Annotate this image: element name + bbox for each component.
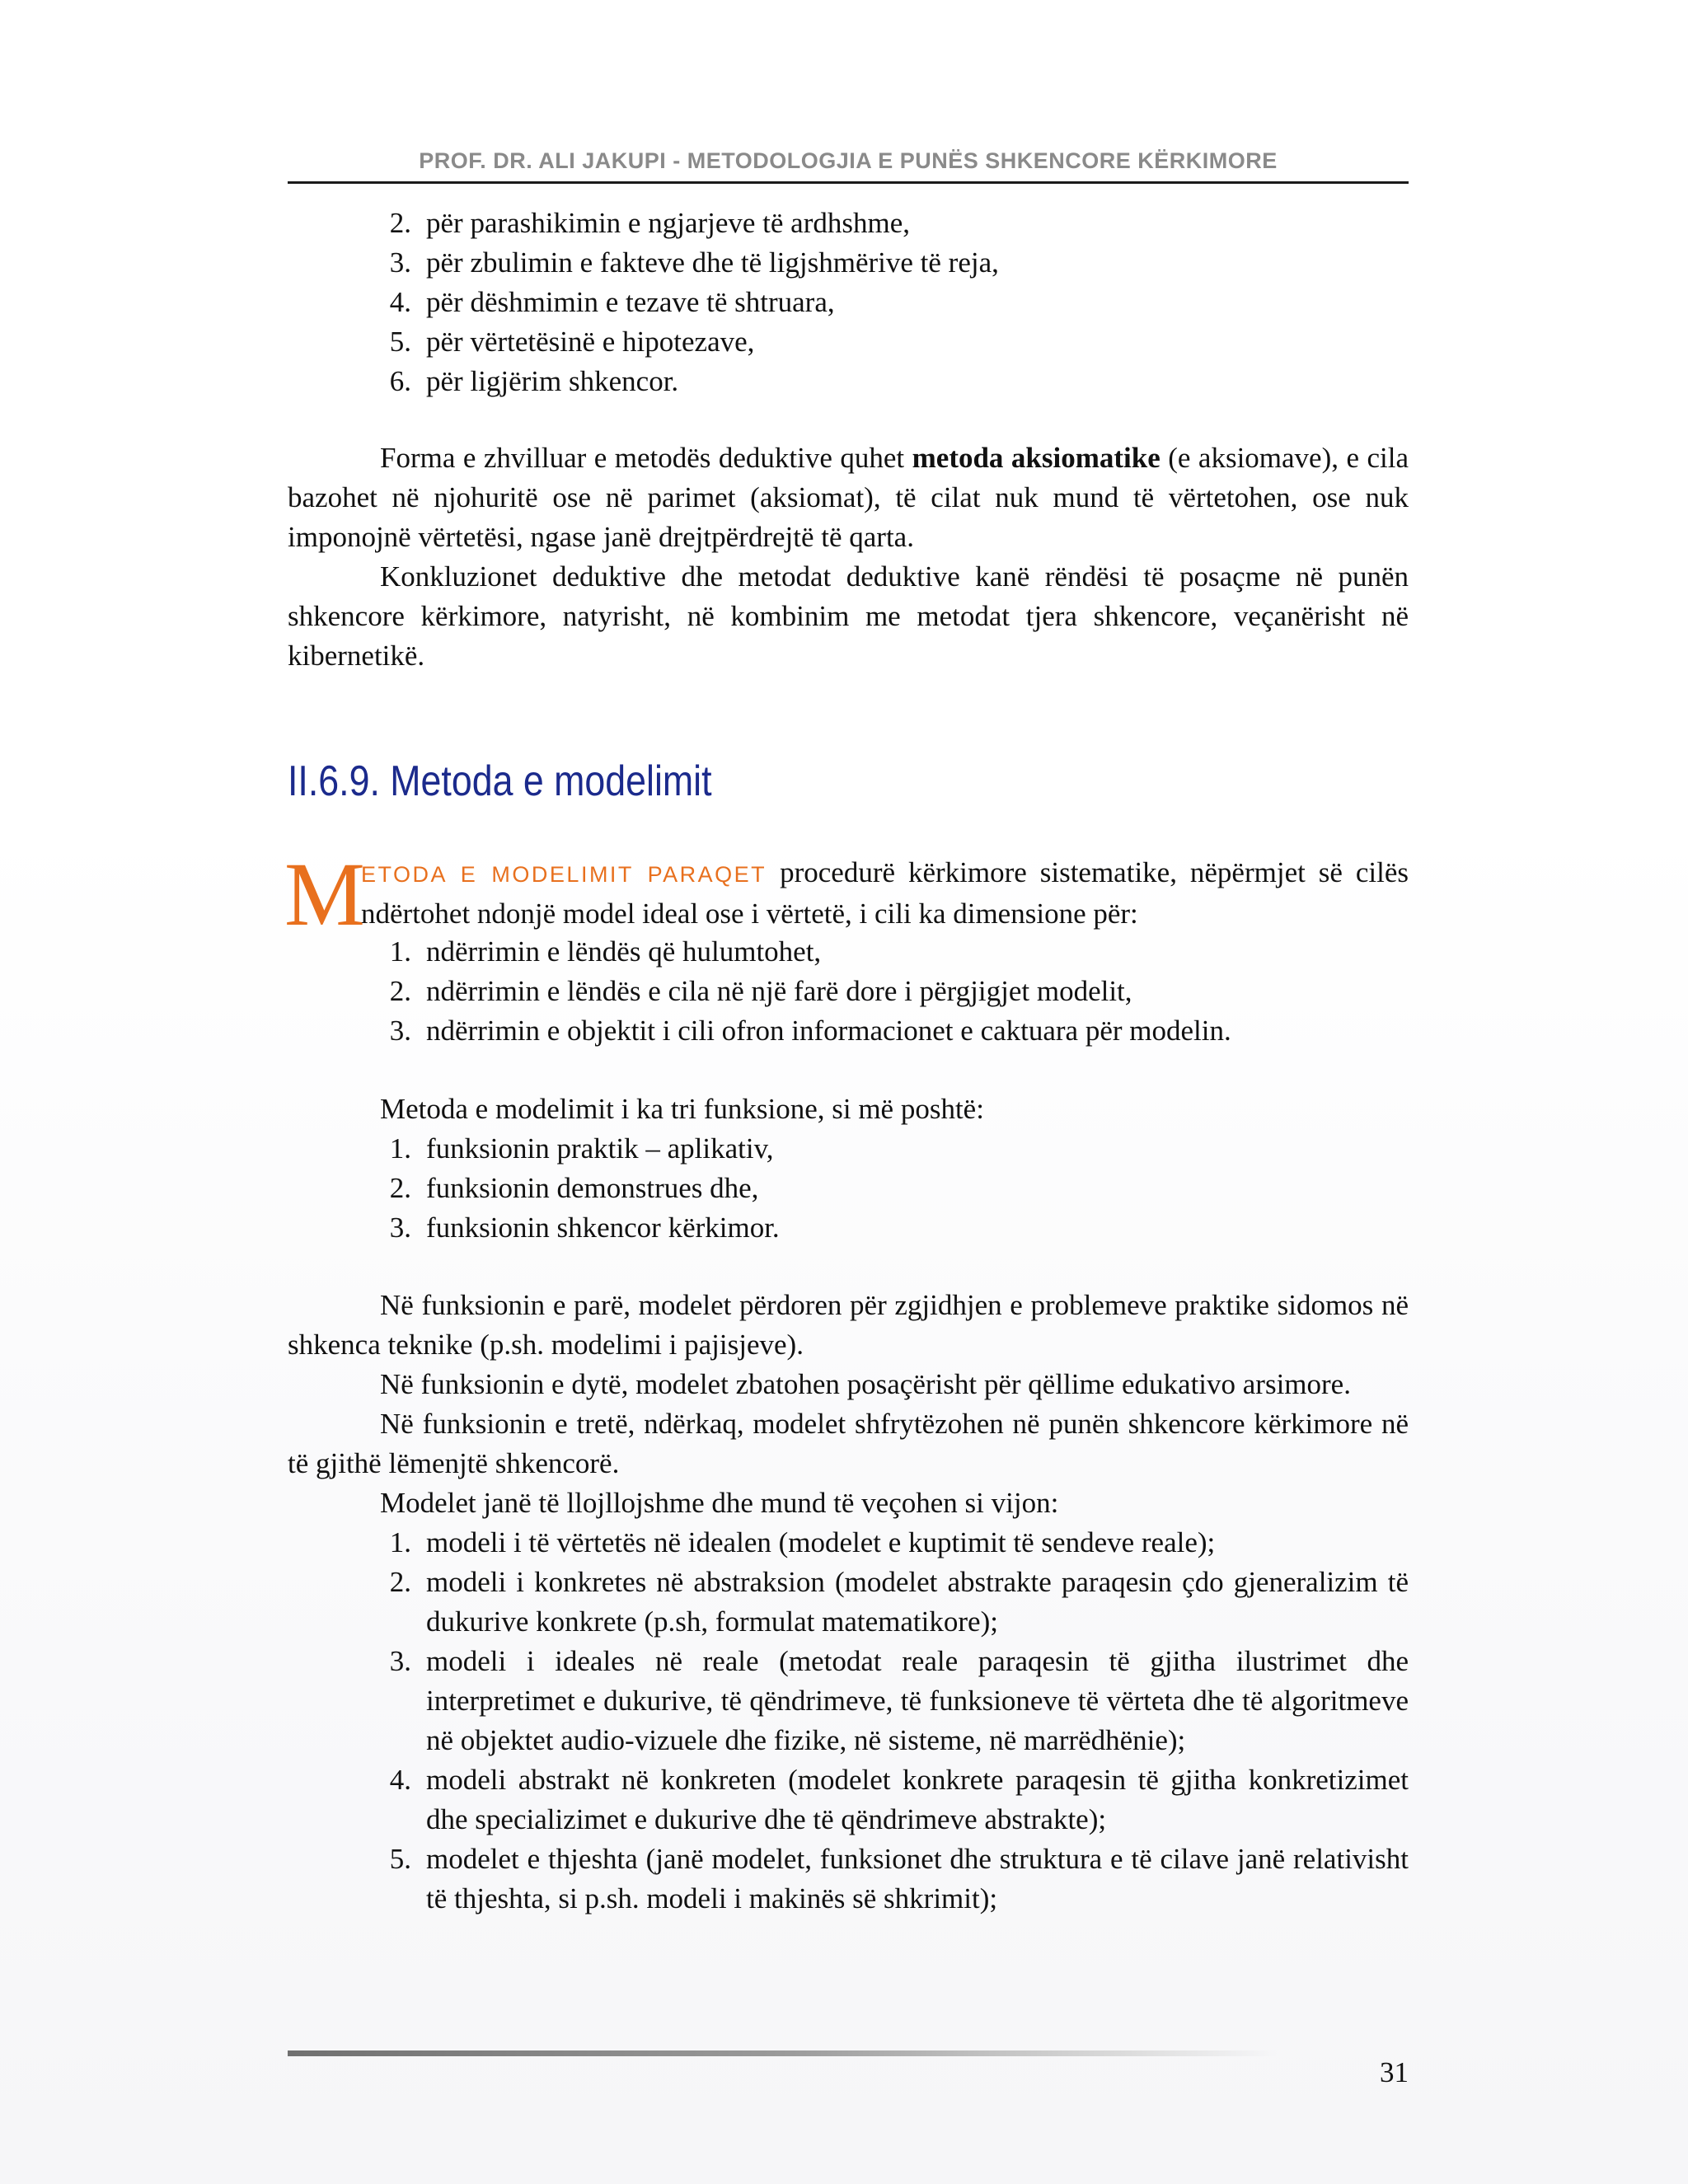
header-rule — [288, 181, 1409, 184]
functions-block — [288, 1090, 1409, 1248]
list-item — [288, 283, 1409, 322]
list-text: ndërrimin e lëndës e cila në një farë dore i përgjigjet modelit, — [426, 975, 1132, 1007]
list-number: 4. — [389, 1764, 411, 1796]
page-number: 31 — [1380, 2056, 1409, 2088]
list-text: ndërrimin e lëndës që hulumtohet, — [426, 935, 822, 968]
list-number: 1. — [389, 935, 411, 968]
list-number: 6. — [389, 365, 411, 397]
paragraph-first-function: Në funksionin e parë, modelet përdoren për zgjidhjen e problemeve praktike sidomos në shkenca teknike (p.sh. modelimi i pajisjeve). — [288, 1289, 1409, 1361]
text-run: (e aksiomave), e cila bazohet në njohuritë ose në parimet (aksiomat), të cilat nuk mund të vërtetohen, ose nuk imponojnë vërtetësi, ngase janë drejtpërdrejtë të qarta. — [288, 442, 1409, 553]
list-item — [288, 1011, 1409, 1051]
list-item — [288, 1760, 1409, 1840]
list-text: modelet e thjeshta (janë modelet, funksionet dhe struktura e të cilave janë relativisht të thjeshta, si p.sh. modeli i makinës së shkrimit); — [426, 1843, 1409, 1915]
functions-description — [288, 1286, 1409, 1919]
list-text: modeli i të vërtetës në idealen (modelet e kuptimit të sendeve reale); — [426, 1526, 1216, 1558]
list-continuation — [288, 204, 1409, 401]
list-item — [288, 204, 1409, 243]
footer-rule — [288, 2050, 1277, 2056]
list-number: 5. — [389, 1843, 411, 1875]
paragraph-third-function: Në funksionin e tretë, ndërkaq, modelet shfrytëzohen në punën shkencore kërkimore në të gjithë lëmenjtë shkencorë. — [288, 1408, 1409, 1479]
deductive-paragraphs — [288, 438, 1409, 676]
list-text: për vërtetësinë e hipotezave, — [426, 326, 755, 358]
list-text: modeli abstrakt në konkreten (modelet konkrete paraqesin të gjitha konkretizimet dhe specializimet e dukurive dhe të qëndrimeve abstrakte); — [426, 1764, 1409, 1835]
list-item — [288, 972, 1409, 1011]
list-item — [288, 1208, 1409, 1248]
list-text: ndërrimin e objektit i cili ofron informacionet e caktuara për modelin. — [426, 1015, 1231, 1047]
list-text: për dëshmimin e tezave të shtruara, — [426, 286, 835, 318]
types-intro: Modelet janë të llojllojshme dhe mund të veçohen si vijon: — [380, 1487, 1059, 1519]
list-number: 3. — [389, 246, 411, 279]
list-number: 3. — [389, 1015, 411, 1047]
list-text: për parashikimin e ngjarjeve të ardhshme, — [426, 207, 911, 239]
list-number: 2. — [389, 1566, 411, 1598]
paragraph-second-function: Në funksionin e dytë, modelet zbatohen posaçërisht për qëllime edukativo arsimore. — [380, 1368, 1351, 1400]
list-text: funksionin praktik – aplikativ, — [426, 1132, 774, 1165]
list-number: 2. — [389, 207, 411, 239]
list-text: për zbulimin e fakteve dhe të ligjshmërive të reja, — [426, 246, 999, 279]
list-item — [288, 1129, 1409, 1169]
paragraph-conclusions: Konkluzionet deduktive dhe metodat deduktive kanë rëndësi të posaçme në punën shkencore kërkimore, natyrisht, në kombinim me metodat tjera shkencore, veçanërisht në kibernetikë. — [288, 560, 1409, 672]
list-number: 1. — [389, 1132, 411, 1165]
intro-text: procedurë kërkimore sistematike, nëpërmjet së cilës ndërtohet ndonjë model ideal ose i vërtetë, i cili ka dimensione për: — [361, 856, 1409, 930]
list-item — [288, 1563, 1409, 1642]
list-number: 3. — [389, 1212, 411, 1244]
functions-intro: Metoda e modelimit i ka tri funksione, si më poshtë: — [380, 1093, 984, 1125]
list-item — [288, 322, 1409, 362]
list-text: funksionin demonstrues dhe, — [426, 1172, 759, 1204]
list-item — [288, 1642, 1409, 1760]
intro-paragraph — [361, 853, 1409, 934]
paragraph-axiomatic — [288, 438, 1409, 557]
list-text: funksionin shkencor kërkimor. — [426, 1212, 780, 1244]
list-number: 3. — [389, 1645, 411, 1677]
list-number: 1. — [389, 1526, 411, 1558]
section-heading: II.6.9. Metoda e modelimit — [288, 757, 712, 805]
list-text: modeli i konkretes në abstraksion (modelet abstrakte paraqesin çdo gjeneralizim të dukurive konkrete (p.sh, formulat matematikore); — [426, 1566, 1409, 1638]
list-item — [288, 362, 1409, 401]
list-text: modeli i ideales në reale (metodat reale paraqesin të gjitha ilustrimet dhe interpretimet e dukurive, të qëndrimeve, të funksioneve të vërteta dhe të algoritmeve në objektet audio-vizuele dhe fizike, në sisteme, në marrëdhënie); — [426, 1645, 1409, 1756]
text-run: Forma e zhvilluar e metodës deduktive quhet — [380, 442, 912, 474]
list-number: 4. — [389, 286, 411, 318]
list-number: 2. — [389, 1172, 411, 1204]
list-item — [288, 1840, 1409, 1919]
running-header: PROF. DR. ALI JAKUPI - METODOLOGJIA E PUNËS SHKENCORE KËRKIMORE — [419, 148, 1278, 173]
dimensions-list — [288, 932, 1409, 1051]
bold-term: metoda aksiomatike — [912, 442, 1160, 474]
intro-smallcaps: ETODA E MODELIMIT PARAQET — [361, 862, 767, 887]
list-number: 5. — [389, 326, 411, 358]
list-text: për ligjërim shkencor. — [426, 365, 679, 397]
list-item — [288, 243, 1409, 283]
list-item — [288, 1169, 1409, 1208]
drop-cap: M — [284, 844, 365, 944]
list-number: 2. — [389, 975, 411, 1007]
list-item — [288, 1523, 1409, 1563]
list-item — [288, 932, 1409, 972]
